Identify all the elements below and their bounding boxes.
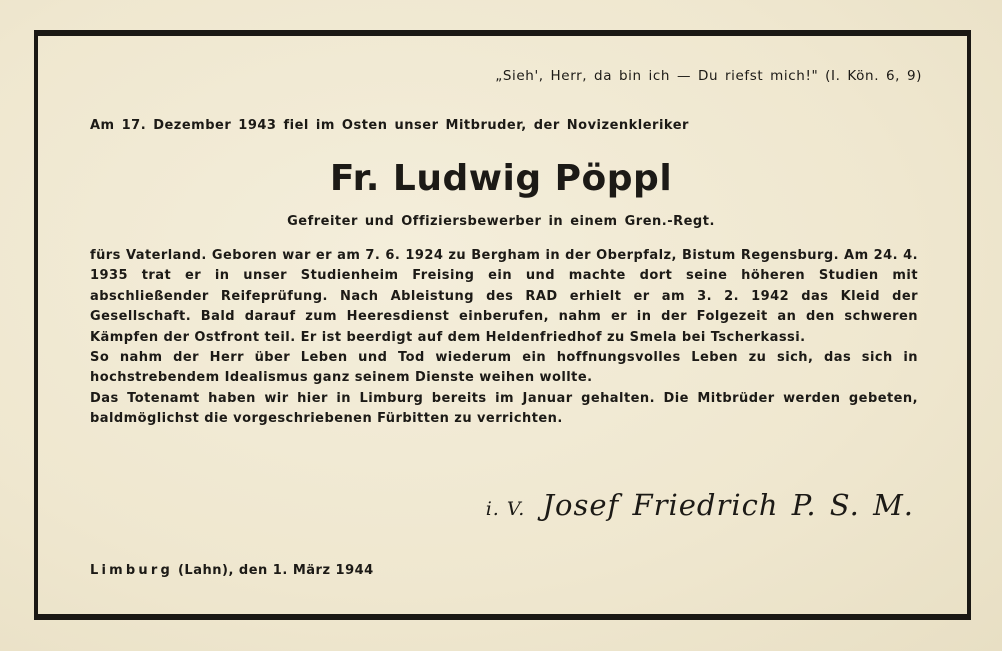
biography-paragraph: fürs Vaterland. Geboren war er am 7. 6. 1924 zu Bergham in der Oberpfalz, Bistum Regensburg. Am 24. 4. 1935 trat er in unser Studienheim Freising ein und machte dort seine höheren Studien mit abschließender Reifeprüfung. Nach Ableistung des RAD erhielt er am 3. 2. 1942 das Kleid der Gesellschaft. Bald darauf zum Heeresdienst einberufen, nahm er in der Folgezeit an den schweren Kämpfen der Ostfront teil. Er ist beerdigt auf dem Heldenfriedhof zu Smela bei Tscherkassi.: [90, 248, 918, 345]
obituary-body: [90, 246, 918, 430]
reflection-paragraph: So nahm der Herr über Leben und Tod wiederum ein hoffnungsvolles Leben zu sich, das sich in hochstrebendem Idealismus ganz seinem Dienste weihen wollte.: [90, 350, 918, 386]
military-rank: Gefreiter und Offiziersbewerber in einem Gren.-Regt.: [287, 214, 715, 229]
intro-line: Am 17. Dezember 1943 fiel im Osten unser Mitbruder, der Novizenkleriker: [90, 118, 689, 133]
signature-prefix: i. V.: [485, 498, 526, 520]
bible-motto: „Sieh', Herr, da bin ich — Du riefst mich!" (I. Kön. 6, 9): [495, 68, 922, 84]
place-date-line: [90, 563, 374, 578]
deceased-name: Fr. Ludwig Pöppl: [329, 158, 673, 199]
place-name: Limburg: [90, 563, 173, 578]
signature-block: [486, 488, 914, 522]
requiem-paragraph: Das Totenamt haben wir hier in Limburg bereits im Januar gehalten. Die Mitbrüder werden gebeten, baldmöglichst die vorgeschriebenen Fürbitten zu verrichten.: [90, 390, 918, 427]
date-text: (Lahn), den 1. März 1944: [172, 563, 374, 578]
signer-name: Josef Friedrich P. S. M.: [542, 488, 914, 522]
